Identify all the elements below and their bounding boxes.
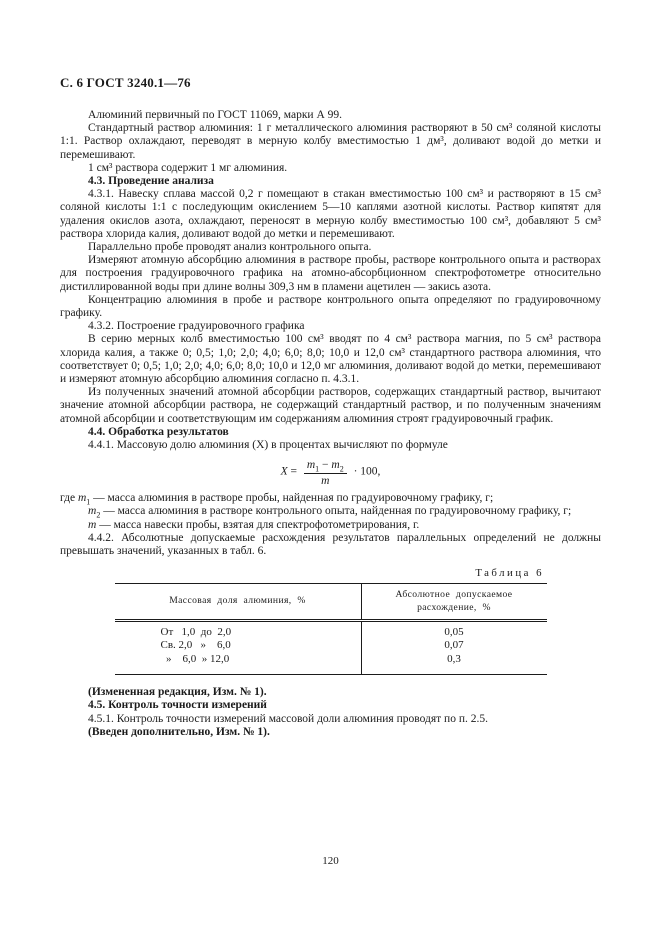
para-4-3-1: 4.3.1. Навеску сплава массой 0,2 г помещают в стакан вместимостью 100 см³ и растворяют в 15 см³ соляной кислоты 1:1 с последующим окислением 5—10 каплями азотной кислоты. Раствор кипятят для удаления окислов азота, охлаждают, переносят в мерную колбу вместимостью 100 см³, добавляют 5 см³ раствора хлорида калия, доливают водой до метки и перемешивают. xyxy=(60,188,601,240)
para-standard-solution: Стандартный раствор алюминия: 1 г металлического алюминия растворяют в 50 см³ соляной кислоты 1:1. Раствор охлаждают, переводят в мерную колбу вместимостью 1 дм³, доливают водой до метки и перемешивают. xyxy=(60,122,601,161)
mass-fraction-formula xyxy=(60,459,601,487)
note-changed-edition: (Измененная редакция, Изм. № 1). xyxy=(88,686,267,699)
note-introduced: (Введен дополнительно, Изм. № 1). xyxy=(88,725,270,738)
value-cell: 0,3 xyxy=(447,652,461,665)
formula-term-m2: $m_2$ — масса алюминия в растворе контрольного опыта, найденная по градуировочному графику, г; xyxy=(88,505,572,520)
column-header-allowed-discrepancy: Абсолютное допускаемое расхождение, % xyxy=(361,583,547,620)
value-cell: 0,05 xyxy=(444,625,464,638)
table-row xyxy=(115,620,547,639)
range-cell: Св. 2,0 » 6,0 xyxy=(115,639,362,652)
formula-numerator: $m_1 - m_2$ xyxy=(304,459,347,474)
formula-term-m1: где $m_1$ — масса алюминия в растворе пробы, найденная по градуировочному графику, г; xyxy=(60,492,494,507)
heading-4-3-2: 4.3.2. Построение градуировочного графика xyxy=(88,320,305,333)
para-absorption-measurement: Измеряют атомную абсорбцию алюминия в растворе пробы, растворе контрольного опыта и растворах для построения градуировочного графика на атомно-абсорбционном спектрофотометре относительно дистиллированной воды при длине волны 309,3 нм в пламени ацетилен — закись азота. xyxy=(60,254,601,293)
para-concentration: Концентрацию алюминия в пробе и растворе контрольного опыта определяют по градуировочному графику. xyxy=(60,293,601,320)
formula-fraction xyxy=(304,459,347,487)
formula-denominator: m xyxy=(321,474,330,487)
table-header-row xyxy=(115,583,547,620)
range-cell: От 1,0 до 2,0 xyxy=(115,620,362,639)
para-control-test: Параллельно пробе проводят анализ контрольного опыта. xyxy=(88,241,372,254)
table-6-label: Таблица 6 xyxy=(475,567,544,580)
formula-term-m: m — масса навески пробы, взятая для спектрофотометрирования, г. xyxy=(88,518,420,531)
para-4-4-1: 4.4.1. Массовую долю алюминия (X) в процентах вычисляют по формуле xyxy=(88,439,448,452)
page-header: С. 6 ГОСТ 3240.1—76 xyxy=(60,75,191,90)
page-number: 120 xyxy=(322,855,339,867)
heading-4-5: 4.5. Контроль точности измерений xyxy=(88,699,267,712)
formula-terms xyxy=(60,492,601,532)
para-calibration-flasks: В серию мерных колб вместимостью 100 см³ вводят по 4 см³ раствора магния, по 5 см³ раствора хлорида калия, а также 0; 0,5; 1,0; 2,0; 4,0; 6,0; 8,0; 10,0 и 12,0 см³ стандартного раствора алюминия, что соответствует 0; 0,5; 1,0; 2,0; 4,0; 6,0; 8,0; 10,0 и 12,0 мг алюминия, доливают водой до метки, перемешивают и измеряют атомную абсорбцию алюминия согласно п. 4.3.1. xyxy=(60,333,601,386)
heading-4-3: 4.3. Проведение анализа xyxy=(88,175,214,188)
table-row xyxy=(115,639,547,652)
document-content xyxy=(60,109,601,739)
column-header-mass-fraction: Массовая доля алюминия, % xyxy=(115,583,362,620)
formula-multiplier: · 100, xyxy=(353,465,381,478)
para-primary-aluminum: Алюминий первичный по ГОСТ 11069, марки А 99. xyxy=(88,109,342,121)
range-cell: » 6,0 » 12,0 xyxy=(115,653,362,675)
table-row xyxy=(115,653,547,675)
para-4-4-2: 4.4.2. Абсолютные допускаемые расхождения результатов параллельных определений не должны превышать значений, указанных в табл. 6. xyxy=(60,531,601,558)
heading-4-4: 4.4. Обработка результатов xyxy=(88,425,229,438)
para-4-5-1: 4.5.1. Контроль точности измерений массовой доли алюминия проводят по п. 2.5. xyxy=(88,712,488,725)
value-cell: 0,07 xyxy=(444,639,464,652)
table-6 xyxy=(115,583,547,676)
formula-lhs: X xyxy=(280,465,288,478)
formula-equals: = xyxy=(290,465,297,478)
para-calibration-graph: Из полученных значений атомной абсорбции растворов, содержащих стандартный раствор, вычитают значение атомной абсорбции раствора, не содержащий стандартный раствор, и по полученным значениям атомной абсорбции и соответствующим им содержаниям алюминия строят градуировочный график. xyxy=(60,386,601,425)
para-solution-content: 1 см³ раствора содержит 1 мг алюминия. xyxy=(88,161,288,174)
